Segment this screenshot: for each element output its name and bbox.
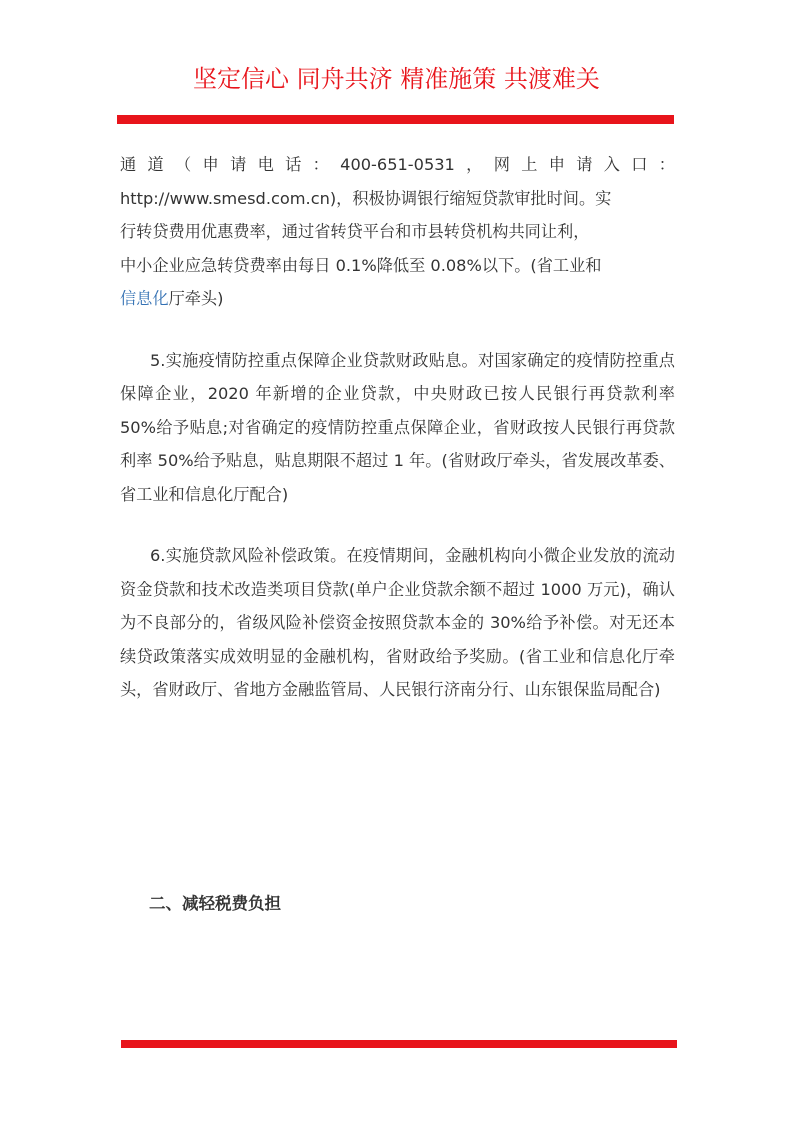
document-body bbox=[120, 148, 675, 707]
page-header-title: 坚定信心 同舟共济 精准施策 共渡难关 bbox=[193, 65, 600, 93]
paragraph-line: 行转贷费用优惠费率，通过省转贷平台和市县转贷机构共同让利， bbox=[120, 222, 590, 241]
header-divider bbox=[117, 115, 674, 124]
paragraph-5: 5.实施疫情防控重点保障企业贷款财政贴息。对国家确定的疫情防控重点保障企业，2020 年新增的企业贷款，中央财政已按人民银行再贷款利率 50%给予贴息;对省确定的疫情防控重点保障企业，省财政按人民银行再贷款利率 50%给予贴息，贴息期限不超过 1 年。(省财政厅牵头，省发展改革委、省工业和信息化厅配合) bbox=[120, 350, 675, 504]
paragraph-line: http://www.smesd.com.cn)，积极协调银行缩短贷款审批时间。实 bbox=[120, 188, 612, 208]
paragraph-continued bbox=[120, 148, 675, 316]
paragraph-line: 通道（申请电话：400-651-0531，网上申请入口： bbox=[120, 155, 675, 174]
paragraph-line: 中小企业应急转贷费率由每日 0.1%降低至 0.08%以下。(省工业和 bbox=[120, 255, 602, 275]
link-text[interactable]: 信息化 bbox=[120, 289, 169, 308]
footer-divider bbox=[121, 1040, 677, 1048]
section-heading: 二、减轻税费负担 bbox=[149, 894, 281, 913]
paragraph-6: 6.实施贷款风险补偿政策。在疫情期间，金融机构向小微企业发放的流动资金贷款和技术改造类项目贷款(单户企业贷款余额不超过 1000 万元)，确认为不良部分的，省级风险补偿资金按照贷款本金的 30%给予补偿。对无还本续贷政策落实成效明显的金融机构，省财政给予奖励。(省工业和信息化厅牵头，省财政厅、省地方金融监管局、人民银行济南分行、山东银保监局配合) bbox=[120, 546, 675, 699]
paragraph-line bbox=[120, 282, 675, 316]
paragraph-line-rest: 厅牵头) bbox=[168, 289, 224, 308]
